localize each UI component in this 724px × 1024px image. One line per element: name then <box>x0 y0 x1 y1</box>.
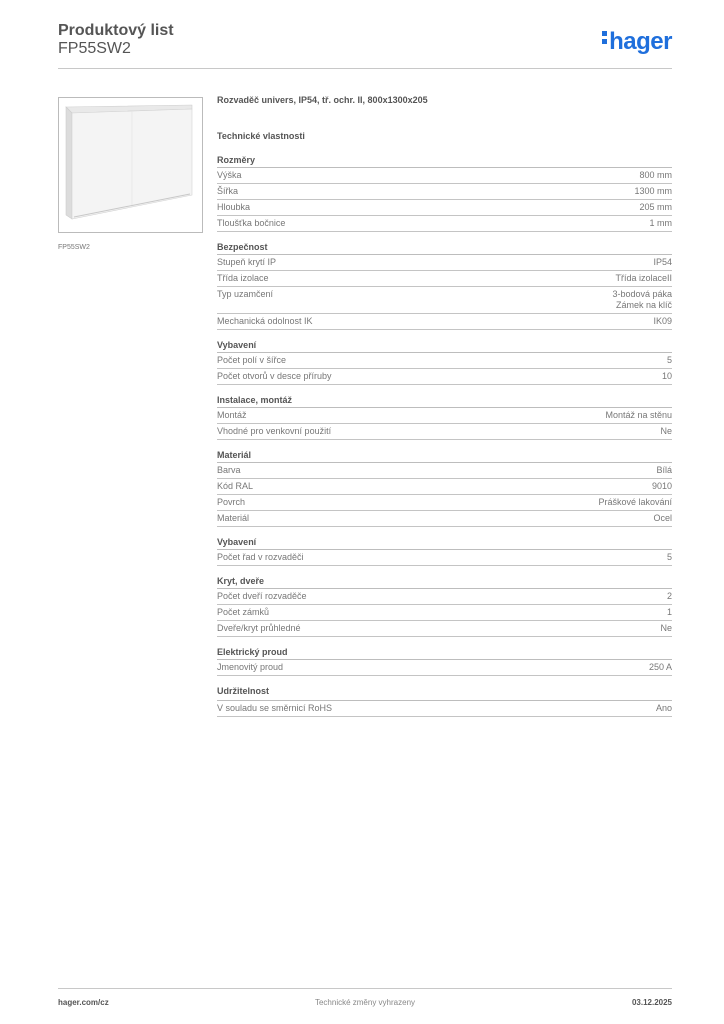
row-value: Třída izolaceII <box>615 273 672 283</box>
table-row <box>217 287 672 314</box>
row-value: Ano <box>655 703 672 713</box>
image-caption: FP55SW2 <box>58 244 90 251</box>
cabinet-illustration-icon <box>64 101 194 221</box>
row-label: Kód RAL <box>217 481 254 491</box>
logo-colon-icon <box>602 28 607 47</box>
row-value-multiline <box>612 289 672 311</box>
row-label: Počet zámků <box>217 607 270 617</box>
row-label: Počet řad v rozvaděči <box>217 552 304 562</box>
row-value: 1 mm <box>649 218 672 228</box>
group-electric-current <box>217 647 672 676</box>
footer-divider <box>58 988 672 989</box>
product-image <box>58 97 203 233</box>
table-row <box>217 621 672 637</box>
table-row <box>217 424 672 440</box>
row-label: Hloubka <box>217 202 251 212</box>
row-label: Šířka <box>217 186 239 196</box>
row-label: Jmenovitý proud <box>217 662 284 672</box>
section-heading-technical: Technické vlastnosti <box>217 131 305 141</box>
header-divider <box>58 68 672 69</box>
footer-website-link[interactable]: hager.com/cz <box>58 998 109 1007</box>
table-row <box>217 314 672 330</box>
row-label: Tloušťka bočnice <box>217 218 286 228</box>
table-row <box>217 589 672 605</box>
table-row <box>217 495 672 511</box>
table-row <box>217 701 672 717</box>
group-title: Vybavení <box>217 340 672 353</box>
row-value: 9010 <box>651 481 672 491</box>
row-value: Ocel <box>653 513 672 523</box>
group-title: Elektrický proud <box>217 647 672 660</box>
row-label: Materiál <box>217 513 250 523</box>
group-title: Materiál <box>217 450 672 463</box>
page-header <box>58 22 174 58</box>
group-dimensions <box>217 155 672 232</box>
table-row <box>217 550 672 566</box>
table-row <box>217 255 672 271</box>
row-label: Mechanická odolnost IK <box>217 316 313 326</box>
group-installation <box>217 395 672 440</box>
group-cover-doors <box>217 576 672 637</box>
logo-text: hager <box>609 28 672 55</box>
table-row <box>217 463 672 479</box>
row-value: 205 mm <box>639 202 672 212</box>
table-row <box>217 200 672 216</box>
table-row <box>217 660 672 676</box>
group-material <box>217 450 672 527</box>
row-value: 1300 mm <box>634 186 672 196</box>
row-value: 250 A <box>648 662 672 672</box>
group-title: Bezpečnost <box>217 242 672 255</box>
row-label: Počet dveří rozvaděče <box>217 591 307 601</box>
row-label: Montáž <box>217 410 247 420</box>
table-row <box>217 408 672 424</box>
group-safety <box>217 242 672 330</box>
table-row <box>217 479 672 495</box>
row-label: Počet polí v šířce <box>217 355 287 365</box>
row-label: Třída izolace <box>217 273 269 283</box>
row-label: Dveře/kryt průhledné <box>217 623 301 633</box>
table-row <box>217 168 672 184</box>
row-value: IP54 <box>653 257 672 267</box>
group-title: Vybavení <box>217 537 672 550</box>
footer-date: 03.12.2025 <box>631 998 672 1007</box>
group-title: Udržitelnost <box>217 686 672 701</box>
table-row <box>217 353 672 369</box>
row-value: 2 <box>666 591 672 601</box>
row-value: 3-bodová páka <box>612 289 672 299</box>
row-value: Práškové lakování <box>598 497 672 507</box>
row-value: Ne <box>660 426 672 436</box>
row-value: Ne <box>660 623 672 633</box>
footer-notice: Technické změny vyhrazeny <box>314 998 416 1007</box>
product-details <box>217 95 672 727</box>
table-row <box>217 605 672 621</box>
group-sustainability <box>217 686 672 717</box>
table-row <box>217 184 672 200</box>
row-value: 1 <box>666 607 672 617</box>
row-value: Montáž na stěnu <box>605 410 672 420</box>
document-title: Produktový list <box>58 22 174 39</box>
row-label: Výška <box>217 170 242 180</box>
group-equipment-rows <box>217 537 672 566</box>
row-label: Typ uzamčení <box>217 289 274 299</box>
row-value: 800 mm <box>639 170 672 180</box>
row-label: Počet otvorů v desce příruby <box>217 371 332 381</box>
table-row <box>217 511 672 527</box>
group-title: Instalace, montáž <box>217 395 672 408</box>
group-title: Kryt, dveře <box>217 576 672 589</box>
table-row <box>217 369 672 385</box>
row-label: V souladu se směrnicí RoHS <box>217 703 333 713</box>
table-row <box>217 216 672 232</box>
hager-logo <box>602 28 672 56</box>
row-label: Barva <box>217 465 241 475</box>
row-value-2: Zámek na klíč <box>615 300 672 310</box>
row-value: 10 <box>661 371 672 381</box>
product-code: FP55SW2 <box>58 40 131 57</box>
table-row <box>217 271 672 287</box>
group-equipment <box>217 340 672 385</box>
row-value: 5 <box>666 552 672 562</box>
row-value: Bílá <box>656 465 672 475</box>
row-label: Povrch <box>217 497 246 507</box>
group-title: Rozměry <box>217 155 672 168</box>
row-label: Vhodné pro venkovní použití <box>217 426 332 436</box>
product-description: Rozvaděč univers, IP54, tř. ochr. II, 800x1300x205 <box>217 95 428 105</box>
row-value: IK09 <box>653 316 672 326</box>
row-value: 5 <box>666 355 672 365</box>
row-label: Stupeň krytí IP <box>217 257 277 267</box>
